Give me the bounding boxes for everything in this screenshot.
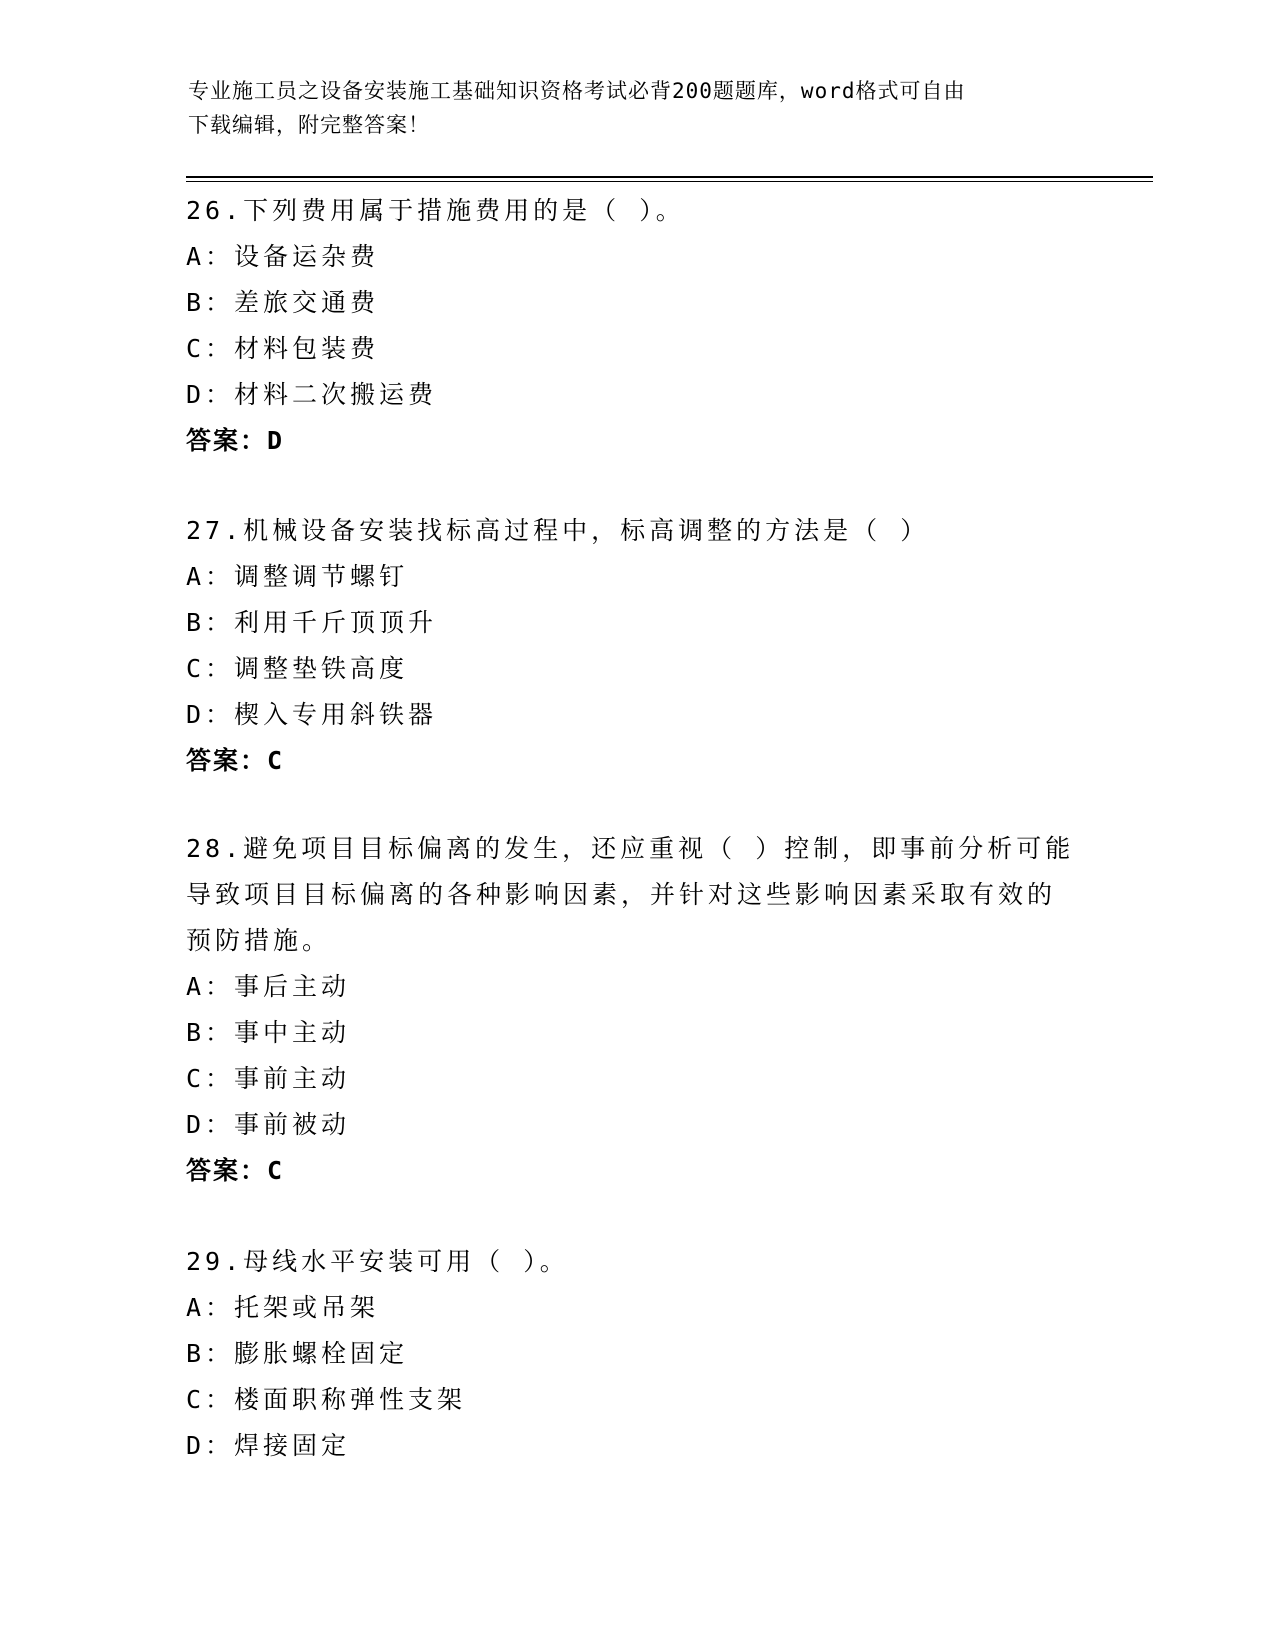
question-text: 26.下列费用属于措施费用的是（ ）。 — [186, 196, 685, 225]
option-b: B：事中主动 — [186, 1018, 351, 1047]
document-header — [188, 74, 1088, 142]
option-d: D：焊接固定 — [186, 1431, 351, 1460]
question-text: 29.母线水平安装可用（ ）。 — [186, 1247, 569, 1276]
option-c: C：调整垫铁高度 — [186, 654, 409, 683]
option-c: C：楼面职称弹性支架 — [186, 1385, 467, 1414]
option-d: D：事前被动 — [186, 1110, 351, 1139]
question-29 — [186, 1239, 1086, 1469]
option-d: D：材料二次搬运费 — [186, 380, 438, 409]
option-d: D：楔入专用斜铁器 — [186, 700, 438, 729]
option-c: C：事前主动 — [186, 1064, 351, 1093]
option-a: A：托架或吊架 — [186, 1293, 380, 1322]
header-line-1: 专业施工员之设备安装施工基础知识资格考试必背200题题库，word格式可自由 — [188, 79, 966, 103]
option-b: B：差旅交通费 — [186, 288, 380, 317]
question-text-line-3: 预防措施。 — [186, 926, 332, 955]
option-a: A：事后主动 — [186, 972, 351, 1001]
question-28 — [186, 826, 1086, 1194]
question-27 — [186, 508, 1086, 784]
question-text-line-2: 导致项目目标偏离的各种影响因素，并针对这些影响因素采取有效的 — [186, 880, 1057, 909]
header-divider-thick — [186, 176, 1153, 178]
answer: 答案：C — [186, 1156, 285, 1185]
answer: 答案：D — [186, 426, 285, 455]
question-text: 27.机械设备安装找标高过程中，标高调整的方法是（ ） — [186, 516, 930, 545]
option-a: A：调整调节螺钉 — [186, 562, 409, 591]
answer: 答案：C — [186, 746, 285, 775]
option-b: B：膨胀螺栓固定 — [186, 1339, 409, 1368]
question-26 — [186, 188, 1086, 464]
header-line-2: 下载编辑，附完整答案！ — [188, 113, 430, 137]
option-a: A：设备运杂费 — [186, 242, 380, 271]
option-c: C：材料包装费 — [186, 334, 380, 363]
option-b: B：利用千斤顶顶升 — [186, 608, 438, 637]
question-text-line-1: 28.避免项目目标偏离的发生，还应重视（ ）控制，即事前分析可能 — [186, 834, 1075, 863]
header-divider-thin — [186, 181, 1153, 182]
